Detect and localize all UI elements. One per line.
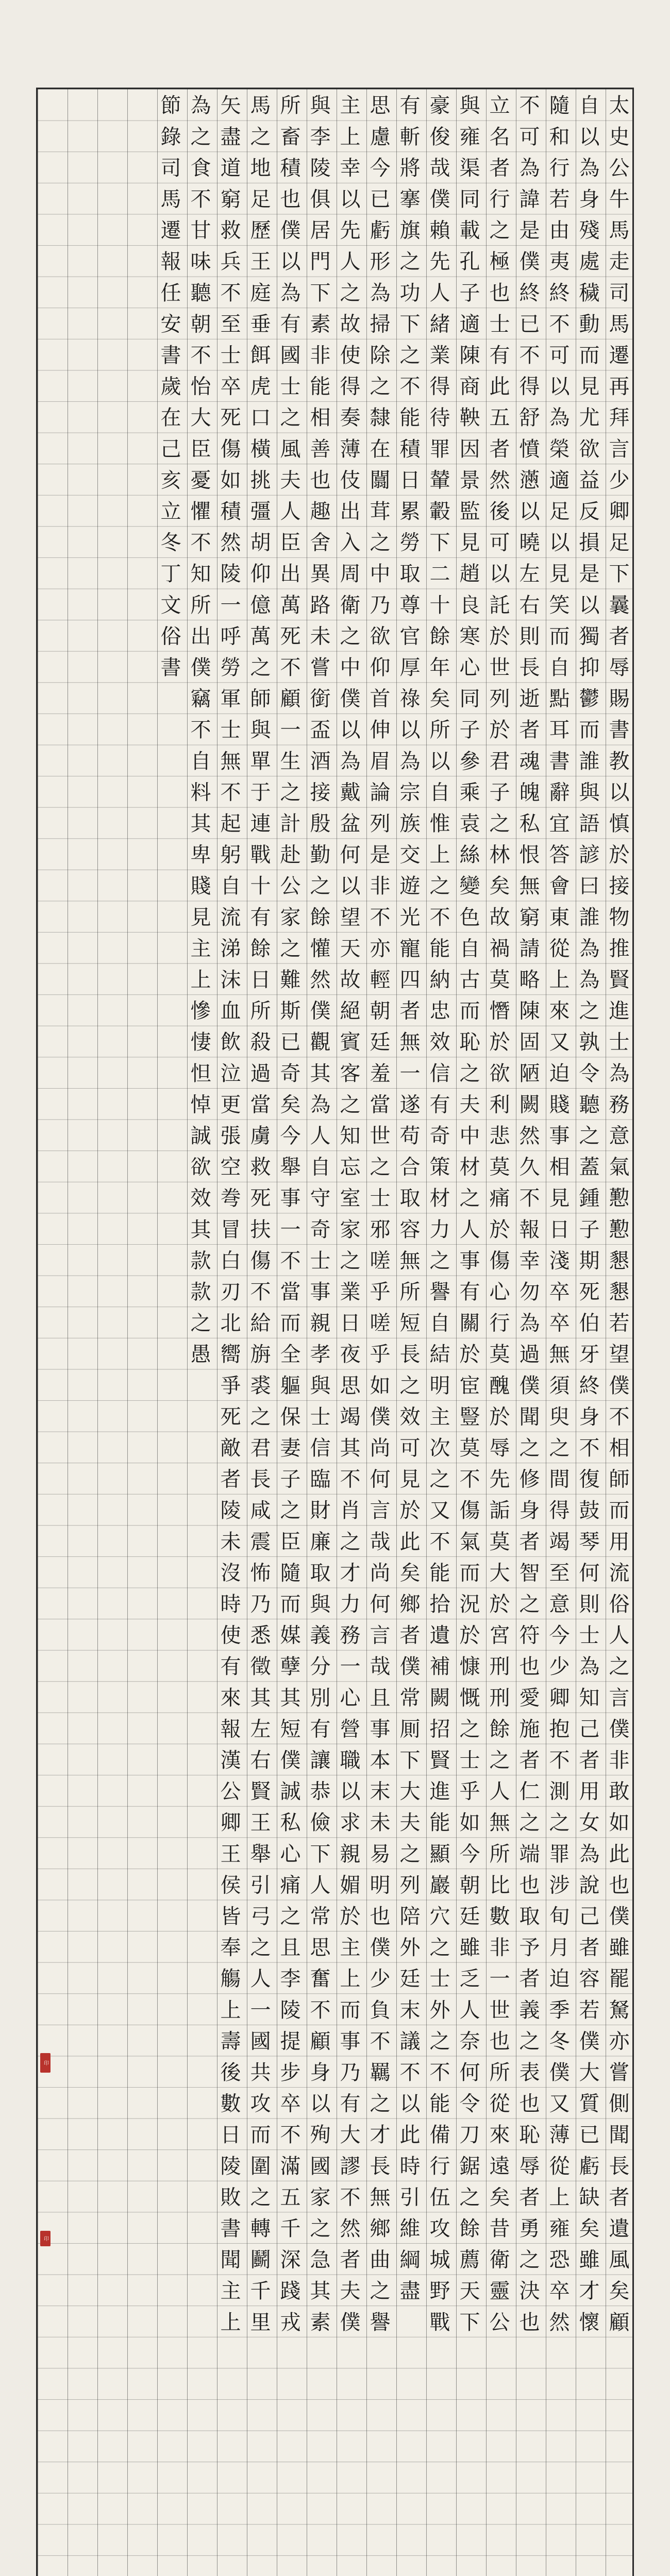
seal-stamp-icon: 印 [40,2053,51,2073]
text-column: 與雍渠同載孔子適陳商鞅因景監見趙良寒心同子參乘袁絲變色自古而恥之夫中材之人事有關於宦豎莫不傷氣而況於慷慨之士乎如今朝廷雖乏人奈何令刀鋸之餘薦天下 [456,94,480,2343]
text-column: 太史公牛馬走司馬遷再拜言少卿足下曩者辱賜書教以慎於接物推賢進士為務意氣懃懃懇懇若望僕不相師而用流俗人之言僕非敢如此也僕雖罷駑亦嘗側聞長者遺風矣顧 [606,94,629,2343]
text-column: 與李陵俱居門下素非能相善也趣舍異路未嘗銜盃酒接殷勤之餘懽然僕觀其為人自守奇士事親孝與士信臨財廉取與義分別有讓恭儉下人常思奮不顧身以殉國家之急其素 [307,94,330,2343]
text-column: 不可為諱是僕終已不得舒憤懣以曉左右則長逝者魂魄私恨無窮請略陳固陋闕然久不報幸勿為過僕聞之修身者智之符也愛施者仁之端也取予者義之表也恥辱者勇之決也 [516,94,540,2343]
text-column: 主上幸以先人之故使得奏薄伎出入周衛之中僕以為戴盆何以望天故絕賓客之知忘室家之業日夜思竭其不肖之才力務一心營職以求親媚於主上而事乃有大謬不然者夫僕 [337,94,360,2343]
text-columns [154,89,632,2576]
seal-stamp-icon: 印 [40,2231,51,2246]
text-column: 有斬將搴旗之功下之不能積日累勞取尊官厚祿以為宗族交遊光寵四者無一遂苟合取容無所短長之效可見於此矣鄉者僕常厠下大夫之列陪外廷末議不以此時引維綱盡 [396,94,420,2311]
text-column: 立名者行之極也士有此五者然後可以託於世列於君子之林矣故禍莫憯於欲利悲莫痛於傷心行莫醜於辱先詬莫大於宮刑刑餘之人無所比數非一世也所從來遠矣昔衛靈公 [486,94,510,2343]
text-column: 所畜積也僕以為有國士之風夫人臣出萬死不顧一生之計赴公家之難斯已奇矣今舉事一不當而全軀保妻子之臣隨而媒孽其短僕誠私心痛之且李陵提步卒不滿五千深踐戎 [277,94,300,2343]
grid-paper-panel [36,88,634,2576]
inscription-column: 節錄司馬遷報任安書歲在己亥立冬丁文俗書 [157,94,181,688]
text-column: 豪俊哉僕賴先人緒業得待罪輦轂下二十餘年矣所以自惟上之不能納忠效信有奇策材力之譽自結明主次之又不能拾遺補闕招賢進能顯巖穴之士外之不能備行伍攻城野戰 [426,94,450,2343]
text-column: 隨和行若由夷終不可以為榮適足以見笑而自點耳書辭宜答會東從上來又迫賤事相見日淺卒卒無須臾之間得竭至意今少卿抱不測之罪涉旬月迫季冬僕又薄從上雍恐卒然 [546,94,569,2343]
text-column: 矢盡道窮救兵不至士卒死傷如積然陵一呼勞軍士無不起躬自流涕沫血飲泣更張空弮冒白刃北嚮爭死敵者陵未沒時使有來報漢公卿王侯皆奉觴上壽後數日陵敗書聞主上 [217,94,241,2343]
text-column: 自以為身殘處穢動而見尤欲益反損是以獨抑鬱而誰與語諺曰誰為為之孰令聽之蓋鍾子期死伯牙終身不復鼓琴何則士為知己者用女為說己者容若僕大質已虧缺矣雖才懷 [576,94,599,2343]
text-column: 思慮今已虧形為掃除之隸在闒茸之中乃欲仰首伸眉論列是非不亦輕朝廷羞當世之士邪嗟乎嗟乎如僕尚何言哉尚何言哉且事本末未易明也僕少負不羈之才長無鄉曲之譽 [366,94,390,2343]
text-column: 為之食不甘味聽朝不怡大臣憂懼不知所出僕竊不自料其卑賤見主上慘悽怛悼誠欲效其款款之愚 [187,94,211,1375]
text-column: 馬之地足歷王庭垂餌虎口橫挑彊胡仰億萬之師與單于連戰十有餘日所殺過當虜救死扶傷不給旃裘之君長咸震怖乃悉徵其左右賢王舉引弓之人一國共攻而圍之轉鬬千里 [247,94,271,2343]
